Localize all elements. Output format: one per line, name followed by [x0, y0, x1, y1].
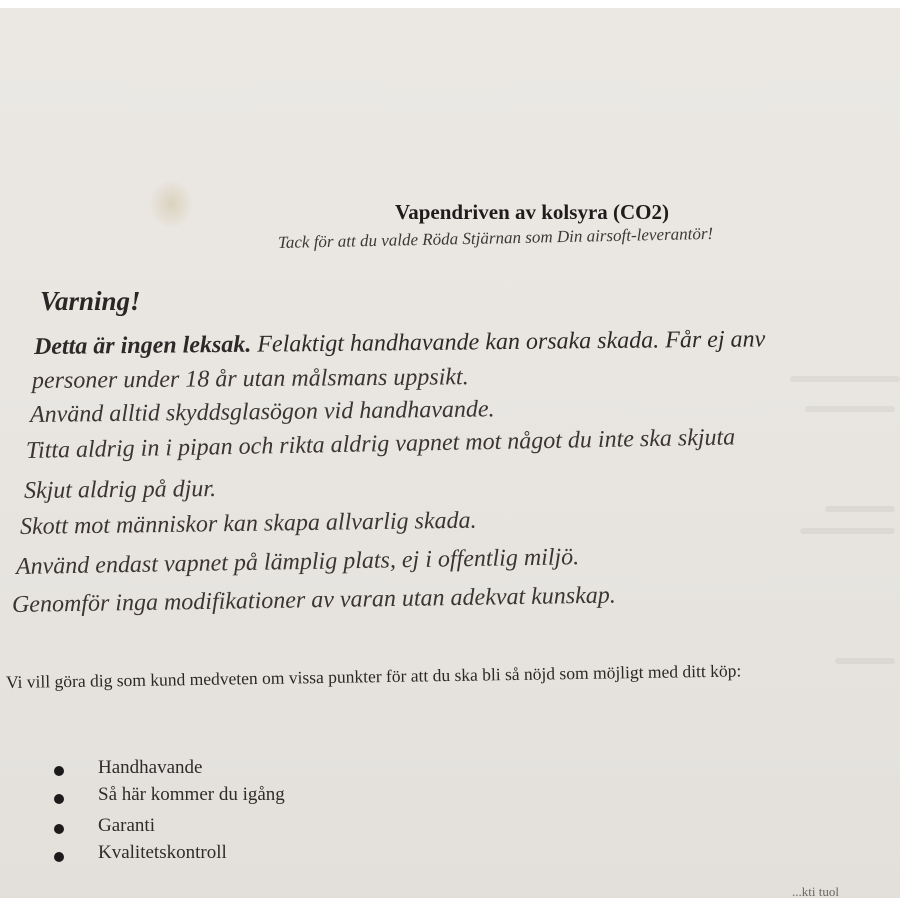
warning-line: Genomför inga modifikationer av varan utan adekvat kunskap. [11, 582, 617, 618]
bullet-icon [54, 852, 64, 862]
bullet-icon [54, 824, 64, 834]
warning-lead-rest: Felaktigt handhavande kan orsaka skada. Får ej anv [251, 326, 766, 358]
warning-lead-bold: Detta är ingen leksak. [33, 331, 252, 360]
warning-line: personer under 18 år utan målsmans uppsikt. [31, 364, 469, 394]
warning-line: Använd endast vapnet på lämplig plats, ej i offentlig miljö. [15, 544, 580, 580]
intro-paragraph: Vi vill göra dig som kund medveten om vissa punkter för att du ska bli så nöjd som möjligt med ditt köp: [5, 660, 742, 692]
warning-line: Titta aldrig in i pipan och rikta aldrig vapnet mot något du inte ska skjuta [25, 424, 736, 464]
bullet-icon [54, 794, 64, 804]
warning-line: Använd alltid skyddsglasögon vid handhavande. [29, 396, 495, 428]
warning-heading: Varning! [40, 286, 141, 316]
list-item-label: Garanti [98, 815, 155, 836]
document-title: Vapendriven av kolsyra (CO2) [395, 200, 669, 224]
list-item-label: Så här kommer du igång [98, 784, 285, 805]
document-subtitle: Tack för att du valde Röda Stjärnan som Din airsoft-leverantör! [277, 223, 714, 252]
list-item-label: Kvalitetskontroll [98, 842, 227, 863]
cut-off-text-fragment: ...kti tuol [792, 884, 839, 899]
bullet-icon [54, 766, 64, 776]
warning-line: Skjut aldrig på djur. [23, 475, 217, 504]
list-item-label: Handhavande [98, 757, 203, 778]
warning-line: Skott mot människor kan skapa allvarlig skada. [19, 507, 477, 540]
